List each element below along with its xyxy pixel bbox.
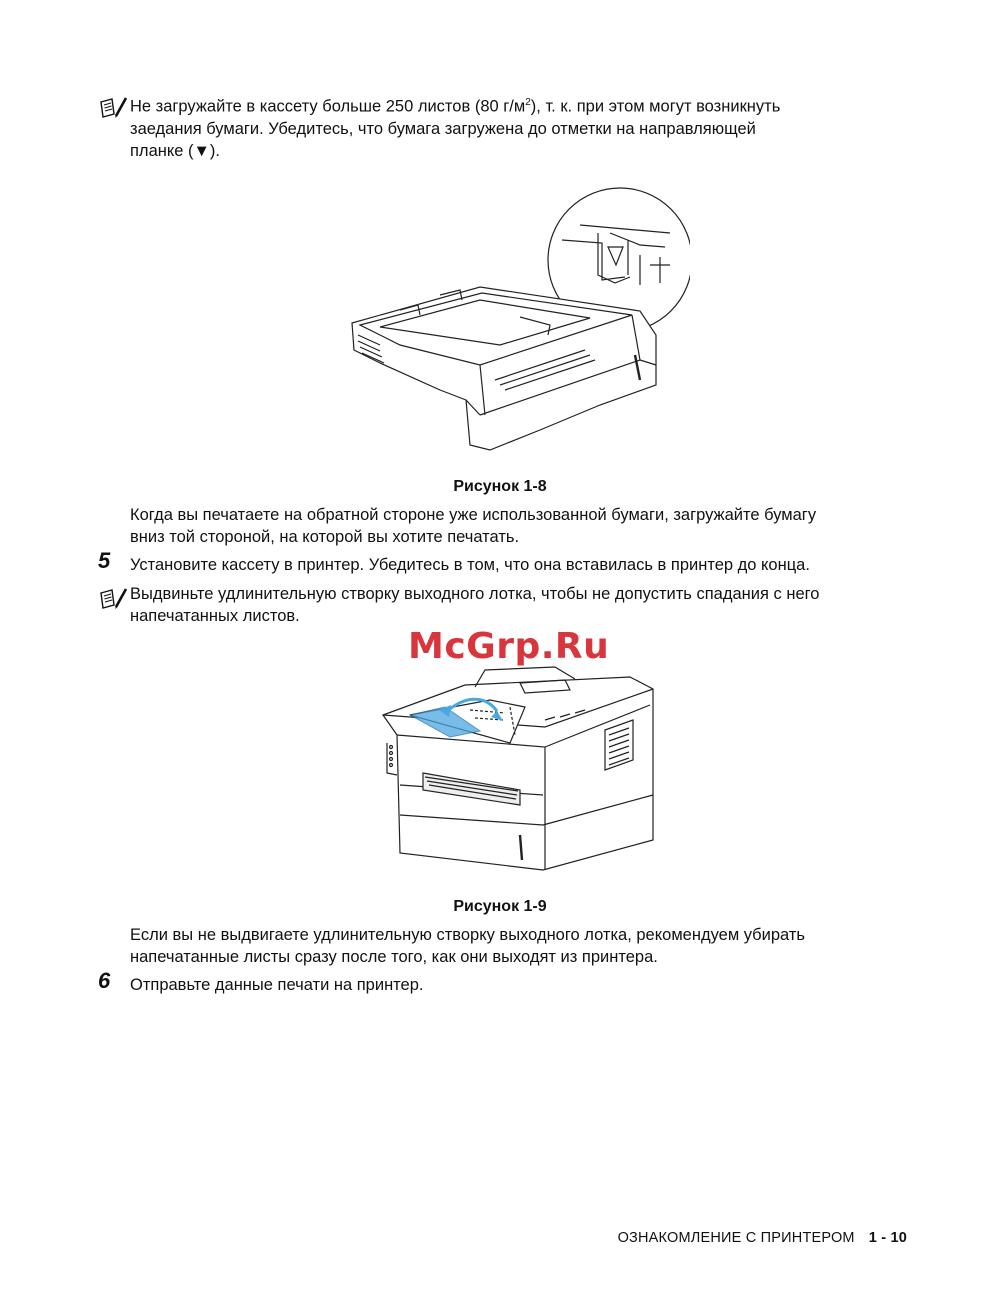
watermark-text: McGrp.Ru bbox=[408, 626, 610, 667]
figure-1-9-caption: Рисунок 1-9 bbox=[453, 898, 547, 915]
figure-1-8-caption: Рисунок 1-8 bbox=[453, 478, 547, 495]
note-2: Выдвиньте удлинительную створку выходного лотка, чтобы не допустить спадания с него напечатанных листов. bbox=[130, 585, 820, 625]
printer-illustration bbox=[375, 665, 665, 880]
note-1: Не загружайте в кассету больше 250 листов (80 $г/м^2$), т. к. при этом могут возникнуть заедания бумаги. Убедитесь, что бумага загружена до отметки на направляющей планке (▼). bbox=[130, 97, 781, 160]
note-pencil-icon bbox=[98, 585, 128, 613]
note-pencil-icon bbox=[98, 94, 128, 122]
paragraph-extension-flap: Если вы не выдвигаете удлинительную створку выходного лотка, рекомендуем убирать напечатанные листы сразу после того, как они выходят из принтера. bbox=[130, 926, 805, 966]
footer-page-number: 1 - 10 bbox=[868, 1230, 907, 1246]
page-footer bbox=[618, 1230, 907, 1246]
step-5-text: Установите кассету в принтер. Убедитесь в том, что она вставилась в принтер до конца. bbox=[130, 556, 810, 574]
paragraph-reverse-side: Когда вы печатаете на обратной стороне уже использованной бумаги, загружайте бумагу вниз той стороной, на которой вы хотите печатать. bbox=[130, 506, 817, 546]
step-6-text: Отправьте данные печати на принтер. bbox=[130, 976, 424, 994]
step-5-number: 5 bbox=[98, 548, 111, 573]
paper-tray-illustration bbox=[340, 185, 690, 465]
footer-section: ОЗНАКОМЛЕНИЕ С ПРИНТЕРОМ bbox=[617, 1230, 855, 1246]
step-6-number: 6 bbox=[98, 968, 111, 993]
